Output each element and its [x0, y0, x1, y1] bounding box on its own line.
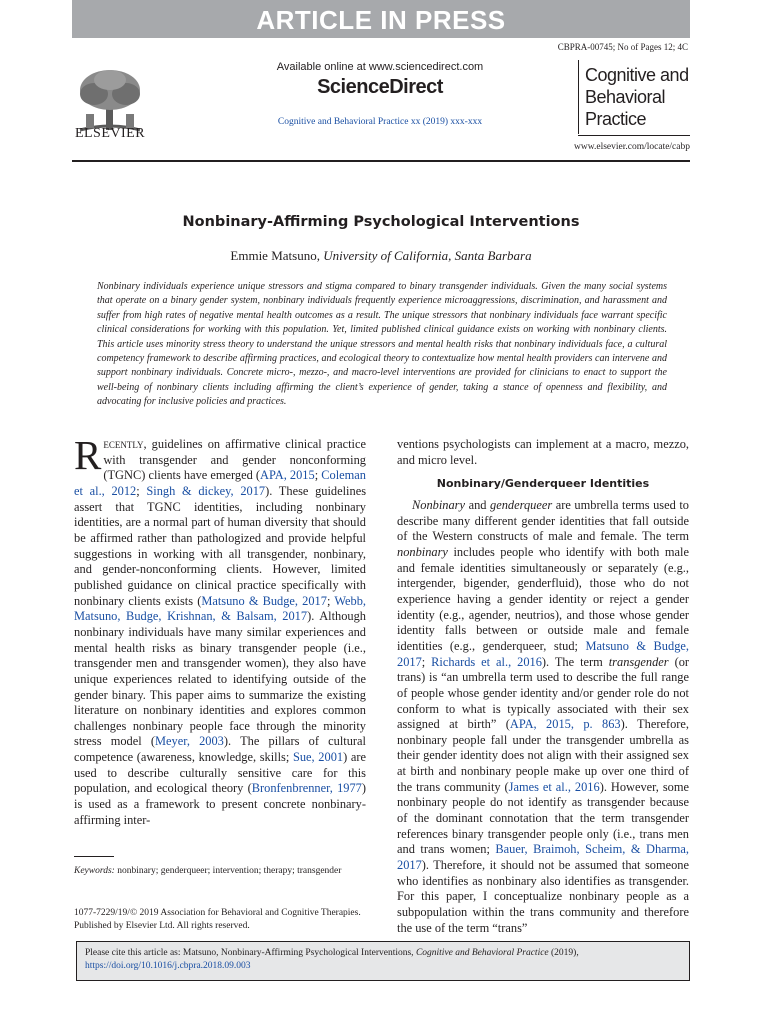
citation-journal: Cognitive and Behavioral Practice: [415, 948, 549, 958]
body-right-column: [397, 437, 689, 936]
author-name: Emmie Matsuno,: [230, 248, 320, 263]
body-paragraph: [397, 498, 689, 936]
body-text: ;: [314, 468, 322, 483]
body-text: ;: [136, 483, 147, 498]
citation-link[interactable]: APA, 2015: [260, 468, 315, 483]
body-text: ). Therefore, it should not be assumed that someone who identifies as nonbinary also identifies as transgender. For this paper, I conceptualize nonbinary people as a subpopulation within the trans community and therefore the use of the term “trans”: [397, 858, 689, 935]
body-text: ;: [326, 593, 335, 608]
journal-homepage-url[interactable]: www.elsevier.com/locate/cabp: [574, 142, 690, 152]
citation-link[interactable]: Matsuno & Budge, 2017: [201, 593, 327, 608]
drop-cap: R: [74, 432, 102, 478]
header-divider: [72, 160, 690, 162]
body-text: ) is used as a framework to present concrete nonbinary-affirming inter-: [74, 781, 366, 827]
citation-link[interactable]: Bauer, Braimoh, Scheim, & Dharma, 2017: [397, 842, 689, 873]
citation-box: [76, 941, 690, 981]
article-in-press-banner: ARTICLE IN PRESS: [72, 0, 690, 38]
journal-title-line-3: Practice: [585, 109, 647, 129]
body-text: ). These guidelines assert that TGNC identities, including nonbinary identities, are a normal part of human diversity that should be affirmed rather than pathologized and provide helpful suggestions in working with all transgender, nonbinary, and gender-nonconforming clients. However, limited published guidance on clinical practice specifically with nonbinary clients exists (: [74, 483, 367, 608]
body-text: ). The term: [541, 654, 609, 669]
body-text: ). Therefore, nonbinary people fall under the transgender umbrella as their gender identity does not align with their assigned sex at birth and nonbinary people make up over one third of the trans community (: [397, 717, 689, 794]
citation-link[interactable]: Coleman et al., 2012: [74, 468, 366, 498]
section-heading: Nonbinary/Genderqueer Identities: [436, 477, 650, 491]
citation-year: (2019),: [548, 948, 579, 958]
keywords: [74, 865, 366, 878]
citation-link[interactable]: Bronfenbrenner, 1977: [251, 781, 362, 796]
journal-logo-rule: [578, 135, 690, 136]
body-text: and: [465, 497, 491, 512]
body-text: ). Although nonbinary individuals have many similar experiences and mental health risks as binary transgender people (i.e., transgender men and transgender women), they also have unique experiences related to identifying outside of the gender binary. This paper aims to summarize the existing literature on nonbinary identities and explores common challenges nonbinary people face through the minority stress model (: [74, 609, 366, 749]
copyright-notice: 1077-7229/19/© 2019 Association for Behavioral and Cognitive Therapies. Published by Elsevier Ltd. All rights reserved.: [74, 908, 361, 931]
citation-link[interactable]: James et al., 2016: [508, 779, 600, 794]
footnote-divider: [74, 856, 114, 857]
body-text: includes people who identify with both male and female identities simultaneously or separately (e.g., intergender, bigender, genderfluid), those who do not experience having a gender identity or reject a gender identity (e.g., agender, neutrios), and those whose gender identity falls between or outside male and female identities (e.g., genderqueer, stud;: [397, 544, 689, 653]
body-text: are umbrella terms used to describe many different gender identities that fall outside of the Western constructs of male and female. The term: [397, 497, 689, 544]
term: nonbinary: [397, 544, 448, 559]
body-text: ). The pillars of cultural competence (awareness, knowledge, skills;: [74, 734, 366, 765]
body-text: ) are used to describe culturally sensitive care for this population, and ecological theory (: [74, 750, 366, 796]
article-title: Nonbinary-Affirming Psychological Interventions: [182, 214, 580, 230]
abstract: Nonbinary individuals experience unique stressors and stigma compared to binary transgender individuals. Given the many social systems that operate on a binary gender system, nonbinary individuals frequently experience microaggressions, discrimination, and harassment and suffer from high rates of negative mental health outcomes as a result. The unique stressors that nonbinary individuals face warrant specific clinical considerations for working with this population. Yet, limited published clinical guidance exists on working with nonbinary clients. This article uses minority stress theory to understand the unique stressors and mental health risks that nonbinary individuals face, a cultural competency framework to describe affirming practices, and ecological theory to contextualize how mental health providers can intervene and support nonbinary individuals. Concrete micro-, mezzo-, and macro-level interventions are provided for clinicians to enact to support the well-being of nonbinary clients including affirming the client’s experience of gender, taking a stance of openness and flexibility, and advocating for inclusive policies and practices.: [97, 281, 667, 408]
author-line: [72, 248, 690, 264]
citation-link[interactable]: Sue, 2001: [292, 750, 344, 765]
citation-link[interactable]: Matsuno & Budge, 2017: [397, 638, 689, 669]
elsevier-wordmark: ELSEVIER: [74, 126, 146, 141]
body-paragraph: ventions psychologists can implement at a macro, mezzo, and micro level.: [397, 437, 689, 467]
small-caps-lead: ecently: [103, 437, 144, 451]
journal-title-line-1: Cognitive and: [585, 65, 689, 85]
citation-link[interactable]: Singh & dickey, 2017: [146, 483, 266, 498]
body-text: (or trans) is “an umbrella term used to describe the full range of people whose gender identity and/or gender role do not conform to what is typically associated with their sex assigned at birth” (: [397, 654, 690, 732]
citation-link[interactable]: Webb, Matsuno, Budge, Krishnan, & Balsam, 2017: [74, 593, 367, 624]
body-left-column: [74, 432, 367, 828]
citation-link[interactable]: APA, 2015, p. 863: [509, 717, 621, 732]
citation-link[interactable]: Meyer, 2003: [154, 734, 224, 749]
keywords-list: nonbinary; genderqueer; intervention; therapy; transgender: [114, 866, 342, 876]
doi-link[interactable]: https://doi.org/10.1016/j.cbpra.2018.09.003: [85, 961, 251, 971]
body-text: ;: [421, 654, 432, 669]
keywords-label: Keywords:: [74, 866, 115, 876]
citation-link[interactable]: Richards et al., 2016: [431, 654, 542, 669]
citation-prefix: Please cite this article as: Matsuno, Nonbinary-Affirming Psychological Interventions,: [85, 948, 416, 958]
sciencedirect-logo: ScienceDirect: [317, 76, 443, 98]
term: genderqueer: [490, 497, 553, 512]
body-text: ). However, some nonbinary people do not identify as transgender because of the dominant connotation that the term transgender references binary transgender people only (i.e., trans men and trans women;: [397, 779, 689, 857]
term: Nonbinary: [412, 497, 466, 512]
author-affiliation: University of California, Santa Barbara: [323, 248, 532, 263]
journal-logo-title: [585, 64, 689, 130]
journal-title-line-2: Behavioral: [585, 87, 666, 107]
term: transgender: [608, 654, 669, 669]
document-id: CBPRA-00745; No of Pages 12; 4C: [557, 42, 688, 52]
journal-reference-link[interactable]: Cognitive and Behavioral Practice xx (2019) xxx-xxx: [277, 117, 483, 127]
available-online-text: Available online at www.sciencedirect.com: [276, 61, 484, 73]
body-text: , guidelines on affirmative clinical practice with transgender and gender nonconforming (TGNC) clients have emerged (: [103, 437, 366, 483]
